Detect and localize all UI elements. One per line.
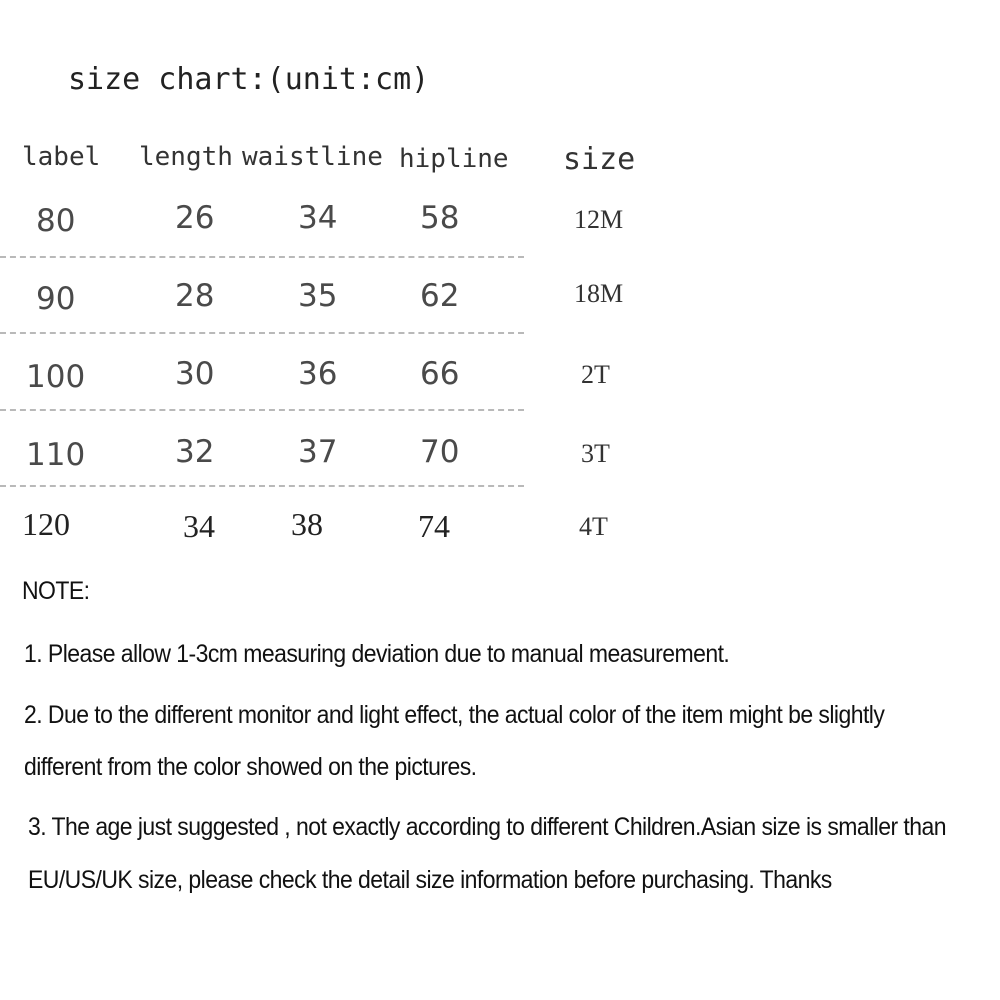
cell-waistline: 37 xyxy=(298,434,338,470)
cell-waistline: 38 xyxy=(291,506,323,542)
cell-hipline: 74 xyxy=(418,508,450,544)
cell-waistline: 34 xyxy=(298,200,338,236)
note-heading: NOTE: xyxy=(22,577,90,605)
cell-hipline: 70 xyxy=(420,434,460,470)
note-line-2: 2. Due to the different monitor and light effect, the actual color of the item might be slightly xyxy=(24,701,885,729)
cell-length: 26 xyxy=(175,200,215,236)
cell-size: 3T xyxy=(581,439,610,468)
cell-size: 4T xyxy=(579,512,608,541)
cell-length: 32 xyxy=(175,434,215,470)
header-label: label xyxy=(22,142,101,172)
header-length: length xyxy=(139,142,233,172)
cell-waistline: 35 xyxy=(298,278,338,314)
cell-length: 34 xyxy=(183,508,215,544)
cell-label: 110 xyxy=(26,437,86,473)
header-hipline: hipline xyxy=(399,144,509,174)
cell-size: 12M xyxy=(574,205,624,234)
cell-hipline: 66 xyxy=(420,356,460,392)
cell-label: 90 xyxy=(36,281,76,317)
note-line-2-cont: different from the color showed on the pictures. xyxy=(24,753,477,781)
cell-hipline: 58 xyxy=(420,200,460,236)
header-waistline: waistline xyxy=(242,142,383,172)
cell-size: 18M xyxy=(574,279,624,308)
header-size: size xyxy=(563,142,636,177)
note-line-1: 1. Please allow 1-3cm measuring deviation due to manual measurement. xyxy=(24,640,730,668)
row-divider xyxy=(0,485,524,487)
cell-label: 100 xyxy=(26,359,86,395)
cell-label: 120 xyxy=(22,506,70,542)
row-divider xyxy=(0,256,524,258)
row-divider xyxy=(0,409,524,411)
cell-hipline: 62 xyxy=(420,278,460,314)
cell-label: 80 xyxy=(36,203,76,239)
cell-size: 2T xyxy=(581,360,610,389)
note-line-3: 3. The age just suggested , not exactly according to different Children.Asian size is smaller than xyxy=(28,813,946,841)
row-divider xyxy=(0,332,524,334)
cell-waistline: 36 xyxy=(298,356,338,392)
note-line-3-cont: EU/US/UK size, please check the detail size information before purchasing. Thanks xyxy=(28,866,832,894)
cell-length: 28 xyxy=(175,278,215,314)
cell-length: 30 xyxy=(175,356,215,392)
page-title: size chart:(unit:cm) xyxy=(68,62,430,97)
